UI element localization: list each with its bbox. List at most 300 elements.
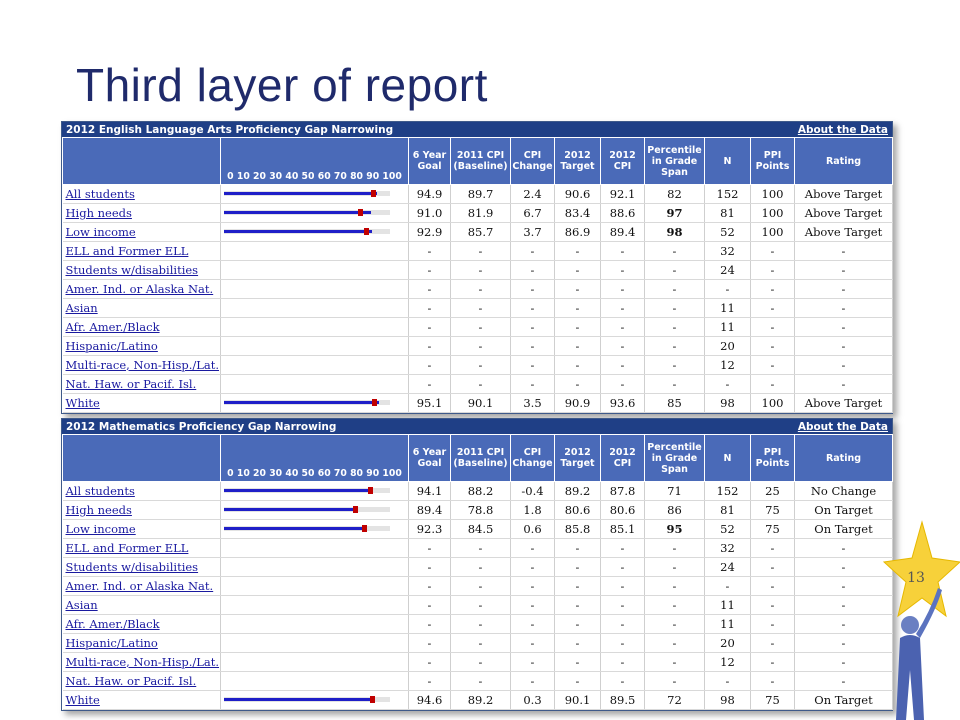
cpi-bar — [221, 501, 408, 519]
ela-panel-title: 2012 English Language Arts Proficiency Gap Narrowing — [66, 123, 394, 136]
cpi-bar — [221, 280, 408, 298]
target-cell: 90.9 — [555, 394, 601, 413]
cpi-bar-cell — [221, 520, 409, 539]
percentile-cell: - — [645, 634, 705, 653]
baseline-cell: 88.2 — [451, 482, 511, 501]
percentile-cell: 85 — [645, 394, 705, 413]
change-cell: - — [511, 577, 555, 596]
percentile-cell: - — [645, 596, 705, 615]
ppi-cell: 100 — [751, 185, 795, 204]
rating-cell: - — [795, 539, 893, 558]
cpi-bar-cell — [221, 558, 409, 577]
goal-cell: - — [409, 539, 451, 558]
ppi-cell: - — [751, 634, 795, 653]
cpi-bar-cell — [221, 539, 409, 558]
n-cell: 98 — [705, 691, 751, 710]
n-cell: 11 — [705, 299, 751, 318]
percentile-cell: 82 — [645, 185, 705, 204]
column-header: PPI Points — [751, 435, 795, 482]
group-link[interactable]: White — [63, 691, 221, 710]
goal-cell: - — [409, 634, 451, 653]
cpi-bar — [221, 185, 408, 203]
ela-about-data-link[interactable]: About the Data — [797, 123, 888, 136]
group-link[interactable]: Multi-race, Non-Hisp./Lat. — [63, 356, 221, 375]
table-row — [63, 280, 893, 299]
cpi-bar-fill — [224, 230, 372, 233]
column-header: Percentile in Grade Span — [645, 435, 705, 482]
table-header-row — [63, 138, 893, 185]
goal-cell: 92.9 — [409, 223, 451, 242]
n-cell: 11 — [705, 318, 751, 337]
group-link[interactable]: Asian — [63, 596, 221, 615]
change-cell: - — [511, 242, 555, 261]
column-header: N — [705, 435, 751, 482]
group-link[interactable]: Asian — [63, 299, 221, 318]
baseline-cell: 89.2 — [451, 691, 511, 710]
cpi-cell: - — [601, 280, 645, 299]
n-cell: - — [705, 375, 751, 394]
rating-cell: - — [795, 653, 893, 672]
rating-cell: - — [795, 672, 893, 691]
percentile-cell: - — [645, 261, 705, 280]
table-row — [63, 375, 893, 394]
baseline-cell: - — [451, 615, 511, 634]
rating-cell: - — [795, 558, 893, 577]
table-row — [63, 242, 893, 261]
rating-cell: Above Target — [795, 204, 893, 223]
cpi-bar-fill — [224, 401, 379, 404]
baseline-cell: - — [451, 539, 511, 558]
cpi-bar-cell — [221, 318, 409, 337]
cpi-bar-cell — [221, 204, 409, 223]
table-row — [63, 261, 893, 280]
n-cell: 11 — [705, 615, 751, 634]
cpi-bar-cell — [221, 577, 409, 596]
group-link[interactable]: Amer. Ind. or Alaska Nat. — [63, 280, 221, 299]
cpi-cell: 85.1 — [601, 520, 645, 539]
goal-cell: - — [409, 318, 451, 337]
cpi-bar — [221, 375, 408, 393]
column-header: 2012 Target — [555, 138, 601, 185]
ela-gap-panel — [61, 121, 893, 414]
baseline-cell: - — [451, 558, 511, 577]
cpi-bar — [221, 539, 408, 557]
ppi-cell: - — [751, 375, 795, 394]
scale-header: 0 10 20 30 40 50 60 70 80 90 100 — [221, 138, 409, 185]
group-link[interactable]: All students — [63, 482, 221, 501]
column-header: 2012 Target — [555, 435, 601, 482]
cpi-bar — [221, 204, 408, 222]
ppi-cell: - — [751, 280, 795, 299]
cpi-bar — [221, 261, 408, 279]
goal-cell: 92.3 — [409, 520, 451, 539]
goal-cell: - — [409, 261, 451, 280]
change-cell: - — [511, 356, 555, 375]
rating-cell: - — [795, 356, 893, 375]
ppi-cell: - — [751, 539, 795, 558]
rating-cell: Above Target — [795, 185, 893, 204]
change-cell: - — [511, 375, 555, 394]
column-header: Rating — [795, 435, 893, 482]
baseline-cell: - — [451, 596, 511, 615]
baseline-marker — [372, 399, 377, 406]
goal-cell: - — [409, 577, 451, 596]
cpi-bar-cell — [221, 394, 409, 413]
percentile-cell: - — [645, 280, 705, 299]
cpi-bar — [221, 242, 408, 260]
cpi-bar-cell — [221, 596, 409, 615]
group-link[interactable]: High needs — [63, 204, 221, 223]
cpi-bar — [221, 615, 408, 633]
cpi-cell: 80.6 — [601, 501, 645, 520]
slide-title: Third layer of report — [76, 59, 488, 111]
n-cell: 81 — [705, 204, 751, 223]
percentile-cell: - — [645, 558, 705, 577]
baseline-marker — [370, 696, 375, 703]
rating-cell: No Change — [795, 482, 893, 501]
cpi-bar — [221, 356, 408, 374]
rating-cell: - — [795, 375, 893, 394]
percentile-cell: - — [645, 318, 705, 337]
cpi-bar — [221, 691, 408, 709]
column-header: 2012 CPI — [601, 138, 645, 185]
ela-gap-table — [62, 137, 893, 413]
ppi-cell: - — [751, 337, 795, 356]
column-header: 2011 CPI (Baseline) — [451, 435, 511, 482]
n-cell: 20 — [705, 634, 751, 653]
ppi-cell: 100 — [751, 394, 795, 413]
column-header: Rating — [795, 138, 893, 185]
cpi-cell: 93.6 — [601, 394, 645, 413]
baseline-cell: 90.1 — [451, 394, 511, 413]
change-cell: - — [511, 337, 555, 356]
ppi-cell: 75 — [751, 520, 795, 539]
column-header: 2012 CPI — [601, 435, 645, 482]
table-row — [63, 520, 893, 539]
group-link[interactable]: Multi-race, Non-Hisp./Lat. — [63, 653, 221, 672]
n-cell: - — [705, 577, 751, 596]
group-link[interactable]: Afr. Amer./Black — [63, 615, 221, 634]
math-about-data-link[interactable]: About the Data — [797, 420, 888, 433]
n-cell: 12 — [705, 653, 751, 672]
cpi-cell: - — [601, 318, 645, 337]
table-row — [63, 299, 893, 318]
ppi-cell: - — [751, 356, 795, 375]
change-cell: 0.3 — [511, 691, 555, 710]
n-cell: 52 — [705, 520, 751, 539]
change-cell: - — [511, 596, 555, 615]
ppi-cell: - — [751, 242, 795, 261]
goal-cell: - — [409, 596, 451, 615]
percentile-cell: 98 — [645, 223, 705, 242]
change-cell: - — [511, 615, 555, 634]
n-cell: 20 — [705, 337, 751, 356]
change-cell: - — [511, 299, 555, 318]
n-cell: 152 — [705, 482, 751, 501]
rating-cell: - — [795, 242, 893, 261]
ppi-cell: 25 — [751, 482, 795, 501]
group-link[interactable]: Afr. Amer./Black — [63, 318, 221, 337]
cpi-bar-fill — [224, 698, 373, 701]
percentile-cell: - — [645, 375, 705, 394]
baseline-marker — [362, 525, 367, 532]
cpi-bar — [221, 299, 408, 317]
ppi-cell: - — [751, 653, 795, 672]
rating-cell: On Target — [795, 501, 893, 520]
change-cell: - — [511, 653, 555, 672]
cpi-cell: 87.8 — [601, 482, 645, 501]
cpi-bar — [221, 577, 408, 595]
n-cell: 81 — [705, 501, 751, 520]
group-link[interactable]: Amer. Ind. or Alaska Nat. — [63, 577, 221, 596]
group-link[interactable]: Hispanic/Latino — [63, 337, 221, 356]
cpi-cell: - — [601, 337, 645, 356]
math-panel-header — [62, 419, 892, 434]
table-row — [63, 318, 893, 337]
rating-cell: - — [795, 615, 893, 634]
target-cell: - — [555, 539, 601, 558]
rating-cell: - — [795, 596, 893, 615]
change-cell: 1.8 — [511, 501, 555, 520]
target-cell: 80.6 — [555, 501, 601, 520]
cpi-cell: - — [601, 596, 645, 615]
cpi-cell: 89.4 — [601, 223, 645, 242]
target-cell: 90.6 — [555, 185, 601, 204]
cpi-cell: 88.6 — [601, 204, 645, 223]
cpi-bar-cell — [221, 691, 409, 710]
change-cell: - — [511, 280, 555, 299]
percentile-cell: - — [645, 337, 705, 356]
n-cell: - — [705, 280, 751, 299]
group-link[interactable]: Students w/disabilities — [63, 261, 221, 280]
n-cell: 11 — [705, 596, 751, 615]
target-cell: - — [555, 596, 601, 615]
cpi-cell: - — [601, 558, 645, 577]
goal-cell: - — [409, 299, 451, 318]
baseline-cell: - — [451, 577, 511, 596]
group-link[interactable]: Nat. Haw. or Pacif. Isl. — [63, 375, 221, 394]
goal-cell: 89.4 — [409, 501, 451, 520]
ppi-cell: - — [751, 615, 795, 634]
cpi-bar — [221, 394, 408, 412]
goal-cell: - — [409, 672, 451, 691]
baseline-marker — [353, 506, 358, 513]
cpi-cell: - — [601, 261, 645, 280]
cpi-bar-fill — [224, 508, 358, 511]
cpi-bar-cell — [221, 501, 409, 520]
change-cell: - — [511, 318, 555, 337]
percentile-cell: 95 — [645, 520, 705, 539]
baseline-cell: - — [451, 672, 511, 691]
cpi-bar — [221, 318, 408, 336]
ppi-cell: 100 — [751, 204, 795, 223]
target-cell: - — [555, 653, 601, 672]
table-row — [63, 672, 893, 691]
math-gap-panel — [61, 418, 893, 711]
table-row — [63, 204, 893, 223]
target-cell: - — [555, 242, 601, 261]
goal-cell: 91.0 — [409, 204, 451, 223]
table-row — [63, 185, 893, 204]
cpi-bar-cell — [221, 280, 409, 299]
n-cell: 52 — [705, 223, 751, 242]
change-cell: - — [511, 558, 555, 577]
cpi-bar-cell — [221, 223, 409, 242]
group-link[interactable]: Students w/disabilities — [63, 558, 221, 577]
table-row — [63, 615, 893, 634]
baseline-cell: - — [451, 318, 511, 337]
change-cell: -0.4 — [511, 482, 555, 501]
column-header: 2011 CPI (Baseline) — [451, 138, 511, 185]
goal-cell: - — [409, 337, 451, 356]
table-row — [63, 691, 893, 710]
percentile-cell: - — [645, 672, 705, 691]
baseline-cell: 78.8 — [451, 501, 511, 520]
n-cell: 152 — [705, 185, 751, 204]
cpi-bar-cell — [221, 375, 409, 394]
percentile-cell: - — [645, 615, 705, 634]
table-row — [63, 223, 893, 242]
target-cell: 83.4 — [555, 204, 601, 223]
target-cell: - — [555, 261, 601, 280]
n-cell: 24 — [705, 558, 751, 577]
baseline-marker — [368, 487, 373, 494]
goal-cell: - — [409, 558, 451, 577]
target-cell: - — [555, 375, 601, 394]
table-row — [63, 337, 893, 356]
cpi-bar — [221, 223, 408, 241]
table-row — [63, 501, 893, 520]
cpi-bar — [221, 672, 408, 690]
goal-cell: 95.1 — [409, 394, 451, 413]
group-link[interactable]: Low income — [63, 223, 221, 242]
group-link[interactable]: ELL and Former ELL — [63, 539, 221, 558]
page-number: 13 — [907, 570, 925, 586]
percentile-cell: - — [645, 242, 705, 261]
cpi-cell: - — [601, 672, 645, 691]
change-cell: 3.7 — [511, 223, 555, 242]
rating-cell: - — [795, 337, 893, 356]
group-link[interactable]: ELL and Former ELL — [63, 242, 221, 261]
n-cell: 98 — [705, 394, 751, 413]
cpi-cell: - — [601, 577, 645, 596]
group-link[interactable]: Hispanic/Latino — [63, 634, 221, 653]
column-header: CPI Change — [511, 138, 555, 185]
rating-cell: Above Target — [795, 394, 893, 413]
change-cell: 2.4 — [511, 185, 555, 204]
column-header: N — [705, 138, 751, 185]
cpi-cell: - — [601, 375, 645, 394]
change-cell: - — [511, 261, 555, 280]
scale-header: 0 10 20 30 40 50 60 70 80 90 100 — [221, 435, 409, 482]
target-cell: - — [555, 337, 601, 356]
cpi-bar — [221, 337, 408, 355]
column-header: Percentile in Grade Span — [645, 138, 705, 185]
group-link[interactable]: High needs — [63, 501, 221, 520]
target-cell: - — [555, 615, 601, 634]
goal-cell: 94.1 — [409, 482, 451, 501]
baseline-cell: 85.7 — [451, 223, 511, 242]
percentile-cell: - — [645, 577, 705, 596]
percentile-cell: - — [645, 299, 705, 318]
baseline-cell: - — [451, 653, 511, 672]
baseline-cell: - — [451, 299, 511, 318]
goal-cell: - — [409, 375, 451, 394]
cpi-bar-cell — [221, 634, 409, 653]
target-cell: 90.1 — [555, 691, 601, 710]
cpi-cell: - — [601, 653, 645, 672]
target-cell: - — [555, 577, 601, 596]
cpi-bar — [221, 634, 408, 652]
goal-cell: - — [409, 280, 451, 299]
baseline-cell: - — [451, 634, 511, 653]
percentile-cell: - — [645, 653, 705, 672]
group-link[interactable]: Low income — [63, 520, 221, 539]
cpi-bar-cell — [221, 356, 409, 375]
ppi-cell: 100 — [751, 223, 795, 242]
baseline-cell: - — [451, 337, 511, 356]
cpi-bar-fill — [224, 192, 377, 195]
cpi-bar-fill — [224, 211, 371, 214]
target-cell: - — [555, 318, 601, 337]
rating-cell: - — [795, 299, 893, 318]
ppi-cell: - — [751, 577, 795, 596]
rating-cell: Above Target — [795, 223, 893, 242]
target-cell: - — [555, 634, 601, 653]
table-row — [63, 356, 893, 375]
column-header: PPI Points — [751, 138, 795, 185]
cpi-bar-cell — [221, 185, 409, 204]
change-cell: 0.6 — [511, 520, 555, 539]
rating-cell: On Target — [795, 520, 893, 539]
cpi-bar-cell — [221, 482, 409, 501]
baseline-marker — [371, 190, 376, 197]
table-row — [63, 539, 893, 558]
cpi-bar-cell — [221, 672, 409, 691]
percentile-cell: 97 — [645, 204, 705, 223]
ppi-cell: 75 — [751, 691, 795, 710]
change-cell: - — [511, 539, 555, 558]
baseline-marker — [358, 209, 363, 216]
rating-cell: - — [795, 577, 893, 596]
goal-cell: - — [409, 653, 451, 672]
change-cell: - — [511, 634, 555, 653]
target-cell: 89.2 — [555, 482, 601, 501]
table-row — [63, 577, 893, 596]
cpi-bar-cell — [221, 299, 409, 318]
table-row — [63, 558, 893, 577]
cpi-bar-cell — [221, 242, 409, 261]
target-cell: - — [555, 299, 601, 318]
ela-panel-header — [62, 122, 892, 137]
baseline-cell: - — [451, 375, 511, 394]
n-cell: 32 — [705, 242, 751, 261]
goal-cell: - — [409, 615, 451, 634]
n-cell: - — [705, 672, 751, 691]
ppi-cell: - — [751, 558, 795, 577]
group-link[interactable]: All students — [63, 185, 221, 204]
table-row — [63, 634, 893, 653]
group-link[interactable]: Nat. Haw. or Pacif. Isl. — [63, 672, 221, 691]
cpi-bar-cell — [221, 261, 409, 280]
cpi-cell: - — [601, 634, 645, 653]
cpi-bar — [221, 596, 408, 614]
rating-cell: - — [795, 318, 893, 337]
ppi-cell: - — [751, 318, 795, 337]
ppi-cell: - — [751, 596, 795, 615]
cpi-cell: - — [601, 299, 645, 318]
group-link[interactable]: White — [63, 394, 221, 413]
